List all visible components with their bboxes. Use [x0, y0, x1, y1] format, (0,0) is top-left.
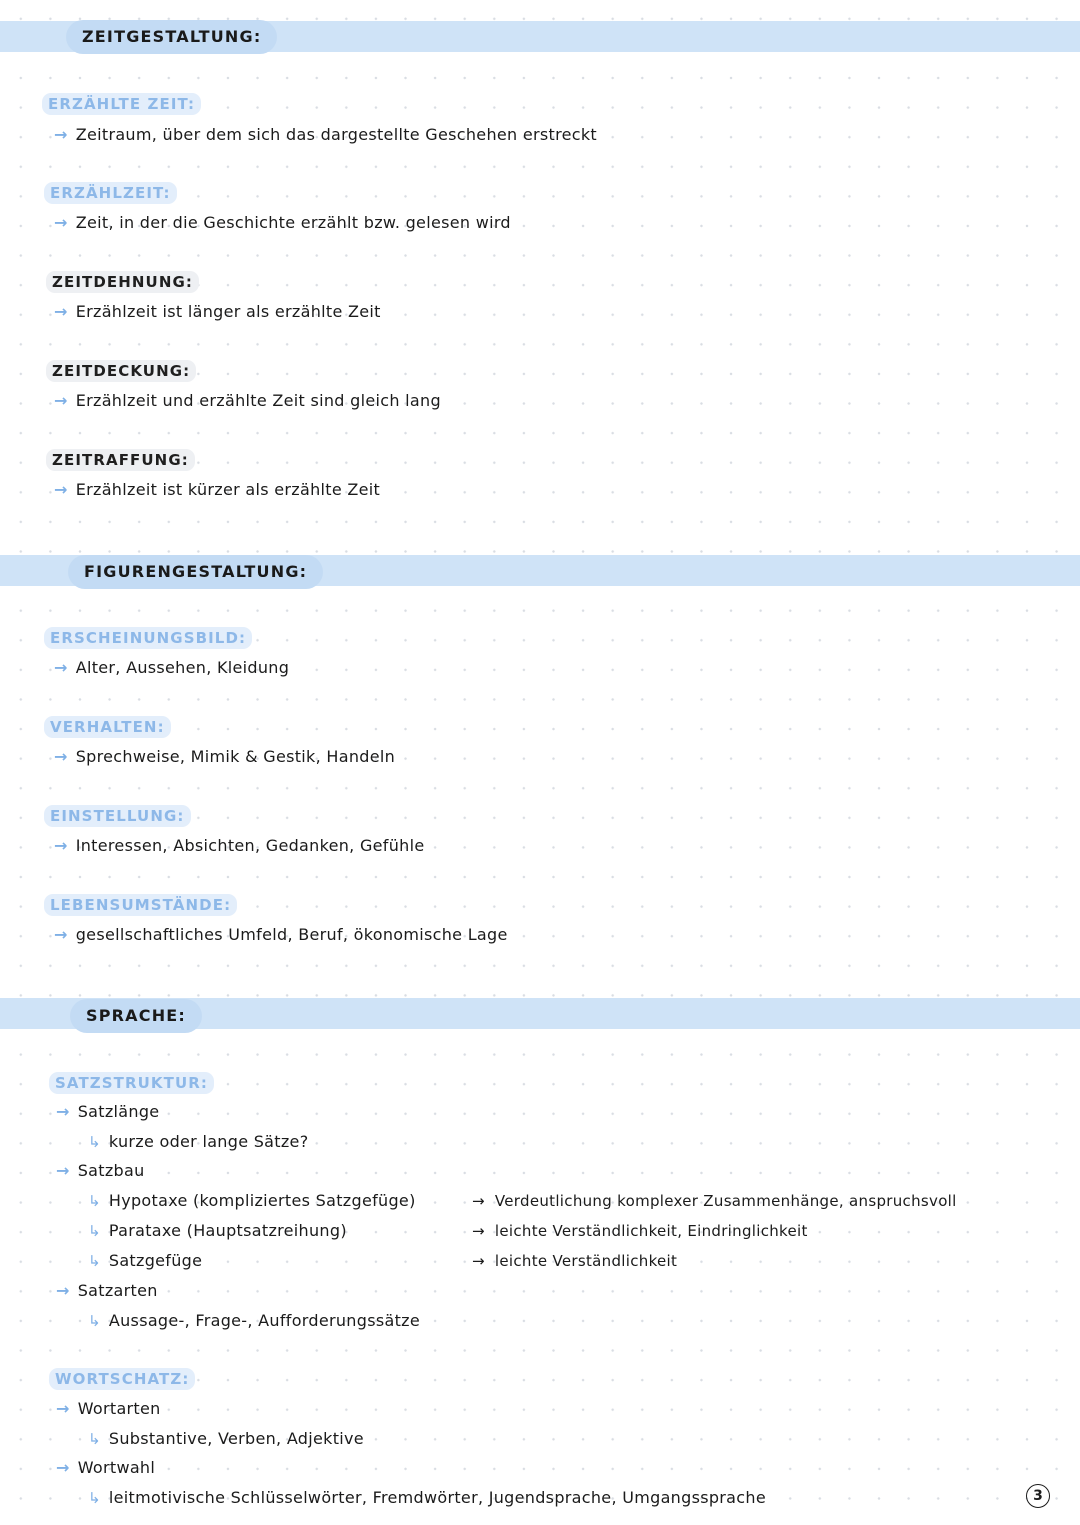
- arrow-icon: →: [54, 480, 68, 499]
- section-title-figuren: FIGURENGESTALTUNG:: [68, 555, 323, 589]
- definition-text: Zeit, in der die Geschichte erzählt bzw. gelesen wird: [75, 213, 511, 232]
- definition-text: Erzählzeit und erzählte Zeit sind gleich lang: [75, 391, 441, 410]
- definition-line: [54, 301, 381, 323]
- term-erzaehlzeit: ERZÄHLZEIT:: [44, 182, 177, 204]
- definition-text: Erzählzeit ist kürzer als erzählte Zeit: [75, 480, 381, 499]
- sub-item-text: kurze oder lange Sätze?: [108, 1132, 309, 1151]
- term-wortschatz: WORTSCHATZ:: [49, 1368, 195, 1390]
- term-erzaehlte-zeit: ERZÄHLTE ZEIT:: [42, 93, 201, 115]
- definition-line: [54, 212, 511, 234]
- list-item: [56, 1101, 159, 1123]
- note-text: leichte Verständlichkeit: [494, 1252, 678, 1270]
- sub-arrow-icon: ↳: [88, 1133, 101, 1151]
- definition-text: Sprechweise, Mimik & Gestik, Handeln: [75, 747, 396, 766]
- section-title-sprache: SPRACHE:: [70, 999, 202, 1033]
- note-line: [472, 1190, 957, 1212]
- sub-item-text: Satzgefüge: [108, 1251, 203, 1270]
- item-label: Satzbau: [77, 1161, 145, 1180]
- sub-item: [88, 1428, 364, 1450]
- sub-item: [88, 1190, 416, 1212]
- sub-arrow-icon: ↳: [88, 1192, 101, 1210]
- arrow-icon: →: [54, 302, 68, 321]
- term-einstellung: EINSTELLUNG:: [44, 805, 191, 827]
- arrow-icon: →: [56, 1458, 70, 1477]
- arrow-icon: →: [54, 391, 68, 410]
- sub-item-text: Parataxe (Hauptsatzreihung): [108, 1221, 347, 1240]
- term-verhalten: VERHALTEN:: [44, 716, 171, 738]
- term-lebensumstaende: LEBENSUMSTÄNDE:: [44, 894, 237, 916]
- note-line: [472, 1220, 808, 1242]
- item-label: Wortarten: [77, 1399, 161, 1418]
- item-label: Satzarten: [77, 1281, 158, 1300]
- sub-arrow-icon: ↳: [88, 1252, 101, 1270]
- note-text: leichte Verständlichkeit, Eindringlichkeit: [494, 1222, 808, 1240]
- definition-line: [54, 746, 395, 768]
- arrow-icon: →: [56, 1102, 70, 1121]
- section-title-zeit: ZEITGESTALTUNG:: [66, 20, 277, 54]
- list-item: [56, 1280, 158, 1302]
- item-label: Wortwahl: [77, 1458, 156, 1477]
- sub-arrow-icon: ↳: [88, 1430, 101, 1448]
- sub-item: [88, 1131, 309, 1153]
- arrow-icon: →: [56, 1281, 70, 1300]
- item-label: Satzlänge: [77, 1102, 160, 1121]
- note-text: Verdeutlichung komplexer Zusammenhänge, anspruchsvoll: [494, 1192, 957, 1210]
- list-item: [56, 1160, 145, 1182]
- arrow-icon: →: [472, 1252, 485, 1270]
- sub-arrow-icon: ↳: [88, 1489, 101, 1507]
- sub-arrow-icon: ↳: [88, 1222, 101, 1240]
- term-zeitdeckung: ZEITDECKUNG:: [46, 360, 196, 382]
- arrow-icon: →: [472, 1222, 485, 1240]
- sub-item: [88, 1310, 420, 1332]
- definition-line: [54, 835, 424, 857]
- arrow-icon: →: [472, 1192, 485, 1210]
- list-item: [56, 1457, 155, 1479]
- definition-line: [54, 479, 380, 501]
- sub-item: [88, 1250, 202, 1272]
- term-zeitraffung: ZEITRAFFUNG:: [46, 449, 195, 471]
- definition-text: Alter, Aussehen, Kleidung: [75, 658, 290, 677]
- arrow-icon: →: [54, 213, 68, 232]
- term-zeitdehnung: ZEITDEHNUNG:: [46, 271, 199, 293]
- sub-item-text: Substantive, Verben, Adjektive: [108, 1429, 364, 1448]
- arrow-icon: →: [54, 125, 68, 144]
- sub-arrow-icon: ↳: [88, 1312, 101, 1330]
- definition-text: gesellschaftliches Umfeld, Beruf, ökonomische Lage: [75, 925, 508, 944]
- definition-line: [54, 657, 289, 679]
- definition-text: Zeitraum, über dem sich das dargestellte Geschehen erstreckt: [75, 125, 597, 144]
- definition-line: [54, 924, 508, 946]
- arrow-icon: →: [54, 658, 68, 677]
- definition-text: Interessen, Absichten, Gedanken, Gefühle: [75, 836, 425, 855]
- definition-line: [54, 124, 597, 146]
- note-line: [472, 1250, 677, 1272]
- page-number: 3: [1026, 1484, 1050, 1508]
- arrow-icon: →: [54, 925, 68, 944]
- definition-line: [54, 390, 441, 412]
- term-satzstruktur: SATZSTRUKTUR:: [49, 1072, 214, 1094]
- sub-item-text: leitmotivische Schlüsselwörter, Fremdwörter, Jugendsprache, Umgangssprache: [108, 1488, 766, 1507]
- sub-item: [88, 1220, 347, 1242]
- sub-item: [88, 1487, 766, 1509]
- sub-item-text: Hypotaxe (kompliziertes Satzgefüge): [108, 1191, 416, 1210]
- arrow-icon: →: [56, 1161, 70, 1180]
- arrow-icon: →: [54, 836, 68, 855]
- list-item: [56, 1398, 161, 1420]
- term-erscheinungsbild: ERSCHEINUNGSBILD:: [44, 627, 252, 649]
- definition-text: Erzählzeit ist länger als erzählte Zeit: [75, 302, 381, 321]
- sub-item-text: Aussage-, Frage-, Aufforderungssätze: [108, 1311, 420, 1330]
- arrow-icon: →: [56, 1399, 70, 1418]
- arrow-icon: →: [54, 747, 68, 766]
